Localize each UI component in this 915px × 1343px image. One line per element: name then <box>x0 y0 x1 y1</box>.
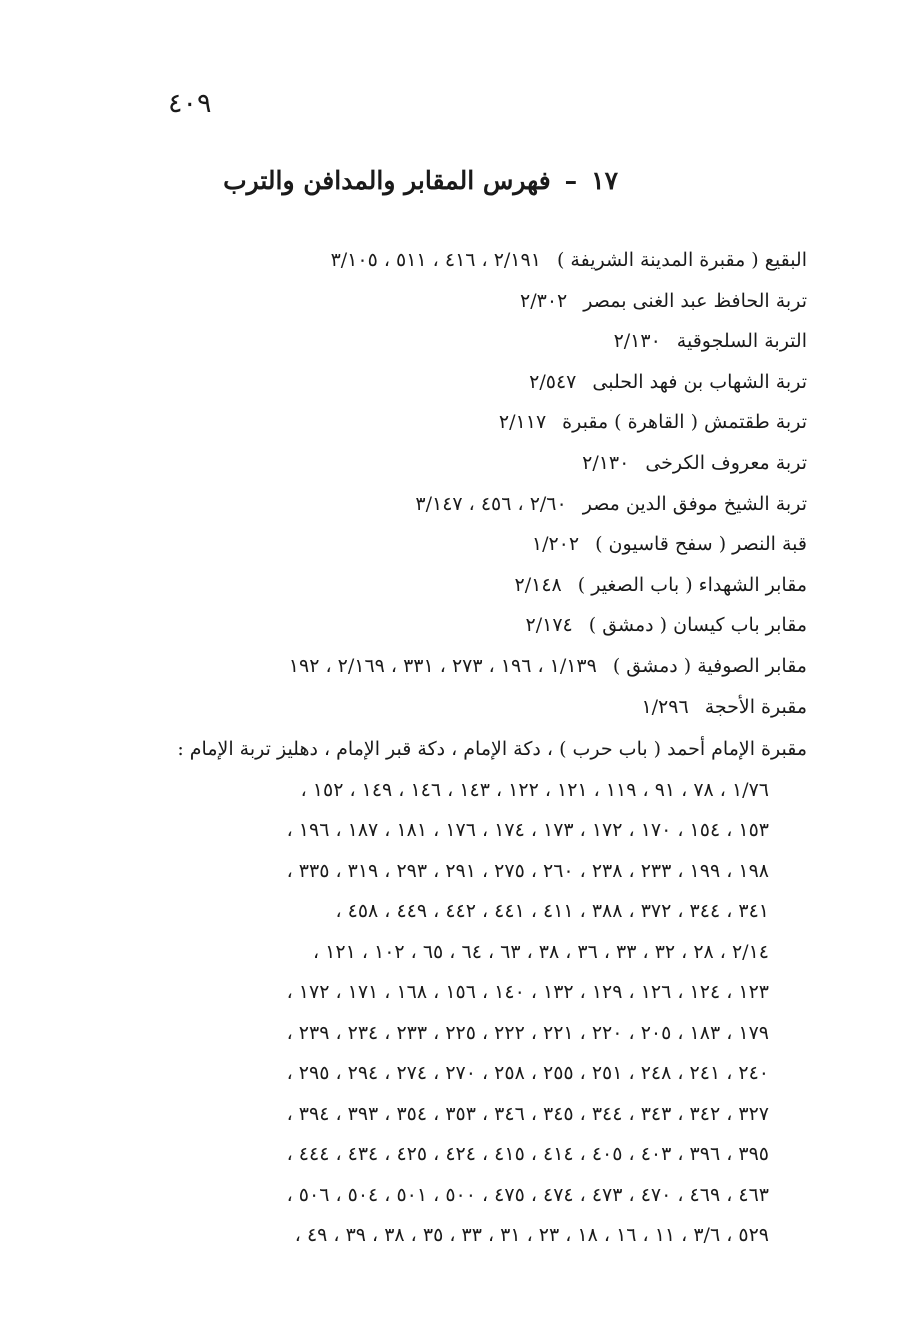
index-entry: مقابر الشهداء ( باب الصغير )٢/١٤٨ <box>514 573 807 596</box>
index-entry: قبة النصر ( سفح قاسيون )١/٢٠٢ <box>531 533 807 556</box>
reference-line: ٣٤١ ، ٣٤٤ ، ٣٧٢ ، ٣٨٨ ، ٤١١ ، ٤٤١ ، ٤٤٢ ، ٤٤٩ ، ٤٥٨ ، <box>335 900 769 923</box>
heading-dash: – <box>564 166 578 195</box>
index-entry: تربة طقتمش ( القاهرة ) مقبرة٢/١١٧ <box>498 411 807 434</box>
reference-line: ٥٢٩ ، ٣/٦ ، ١١ ، ١٦ ، ١٨ ، ٢٣ ، ٣١ ، ٣٣ ، ٣٥ ، ٣٨ ، ٣٩ ، ٤٩ ، <box>294 1224 769 1247</box>
reference-line: ٢٤٠ ، ٢٤١ ، ٢٤٨ ، ٢٥١ ، ٢٥٥ ، ٢٥٨ ، ٢٧٠ ، ٢٧٤ ، ٢٩٤ ، ٢٩٥ ، <box>286 1062 769 1085</box>
index-entry: مقابر الصوفية ( دمشق )١/١٣٩ ، ١٩٦ ، ٢٧٣ ، ٣٣١ ، ٢/١٦٩ ، ١٩٢ <box>288 654 807 677</box>
index-entry: البقيع ( مقبرة المدينة الشريفة )٢/١٩١ ، ٤١٦ ، ٥١١ ، ٣/١٠٥ <box>330 249 807 271</box>
index-entry: تربة معروف الكرخى٢/١٣٠ <box>582 451 807 474</box>
section-number: ١٧ <box>591 166 618 195</box>
reference-line: ١/٧٦ ، ٧٨ ، ٩١ ، ١١٩ ، ١٢١ ، ١٢٢ ، ١٤٣ ، ١٤٦ ، ١٤٩ ، ١٥٢ ، <box>300 778 769 801</box>
index-entry: مقبرة الأحجة١/٢٩٦ <box>641 695 807 718</box>
index-entries <box>147 240 807 1256</box>
index-entry: التربة السلجوقية٢/١٣٠ <box>613 330 807 353</box>
page-number: ٤٠٩ <box>168 88 212 119</box>
reference-line: ١٢٣ ، ١٢٤ ، ١٢٦ ، ١٢٩ ، ١٣٢ ، ١٤٠ ، ١٥٦ ، ١٦٨ ، ١٧١ ، ١٧٢ ، <box>286 981 769 1004</box>
reference-line: ٤٦٣ ، ٤٦٩ ، ٤٧٠ ، ٤٧٣ ، ٤٧٤ ، ٤٧٥ ، ٥٠٠ ، ٥٠١ ، ٥٠٤ ، ٥٠٦ ، <box>286 1183 769 1206</box>
reference-line: ٣٢٧ ، ٣٤٢ ، ٣٤٣ ، ٣٤٤ ، ٣٤٥ ، ٣٤٦ ، ٣٥٣ ، ٣٥٤ ، ٣٩٣ ، ٣٩٤ ، <box>286 1102 769 1125</box>
index-entry: تربة الشيخ موفق الدين مصر٢/٦٠ ، ٤٥٦ ، ٣/١٤٧ <box>415 492 807 515</box>
reference-line: ١٩٨ ، ١٩٩ ، ٢٣٣ ، ٢٣٨ ، ٢٦٠ ، ٢٧٥ ، ٢٩١ ، ٢٩٣ ، ٣١٩ ، ٣٣٥ ، <box>286 859 769 882</box>
reference-line: ١٧٩ ، ١٨٣ ، ٢٠٥ ، ٢٢٠ ، ٢٢١ ، ٢٢٢ ، ٢٢٥ ، ٢٣٣ ، ٢٣٤ ، ٢٣٩ ، <box>286 1021 769 1044</box>
reference-line: ٢/١٤ ، ٢٨ ، ٣٢ ، ٣٣ ، ٣٦ ، ٣٨ ، ٦٣ ، ٦٤ ، ٦٥ ، ١٠٢ ، ١٢١ ، <box>312 940 769 963</box>
reference-line: ٣٩٥ ، ٣٩٦ ، ٤٠٣ ، ٤٠٥ ، ٤١٤ ، ٤١٥ ، ٤٢٤ ، ٤٢٥ ، ٤٣٤ ، ٤٤٤ ، <box>286 1143 769 1166</box>
index-entry: تربة الشهاب بن فهد الحلبى٢/٥٤٧ <box>529 370 807 393</box>
section-heading <box>0 166 915 195</box>
section-title: فهرس المقابر والمدافن والترب <box>223 166 551 195</box>
main-entry-heading: مقبرة الإمام أحمد ( باب حرب ) ، دكة الإمام ، دكة قبر الإمام ، دهليز تربة الإمام : <box>177 738 807 761</box>
reference-line: ١٥٣ ، ١٥٤ ، ١٧٠ ، ١٧٢ ، ١٧٣ ، ١٧٤ ، ١٧٦ ، ١٨١ ، ١٨٧ ، ١٩٦ ، <box>286 819 769 842</box>
main-entry-references <box>147 770 807 1256</box>
index-entry: مقابر باب كيسان ( دمشق )٢/١٧٤ <box>525 614 807 637</box>
index-entry: تربة الحافظ عبد الغنى بمصر٢/٣٠٢ <box>520 289 807 312</box>
